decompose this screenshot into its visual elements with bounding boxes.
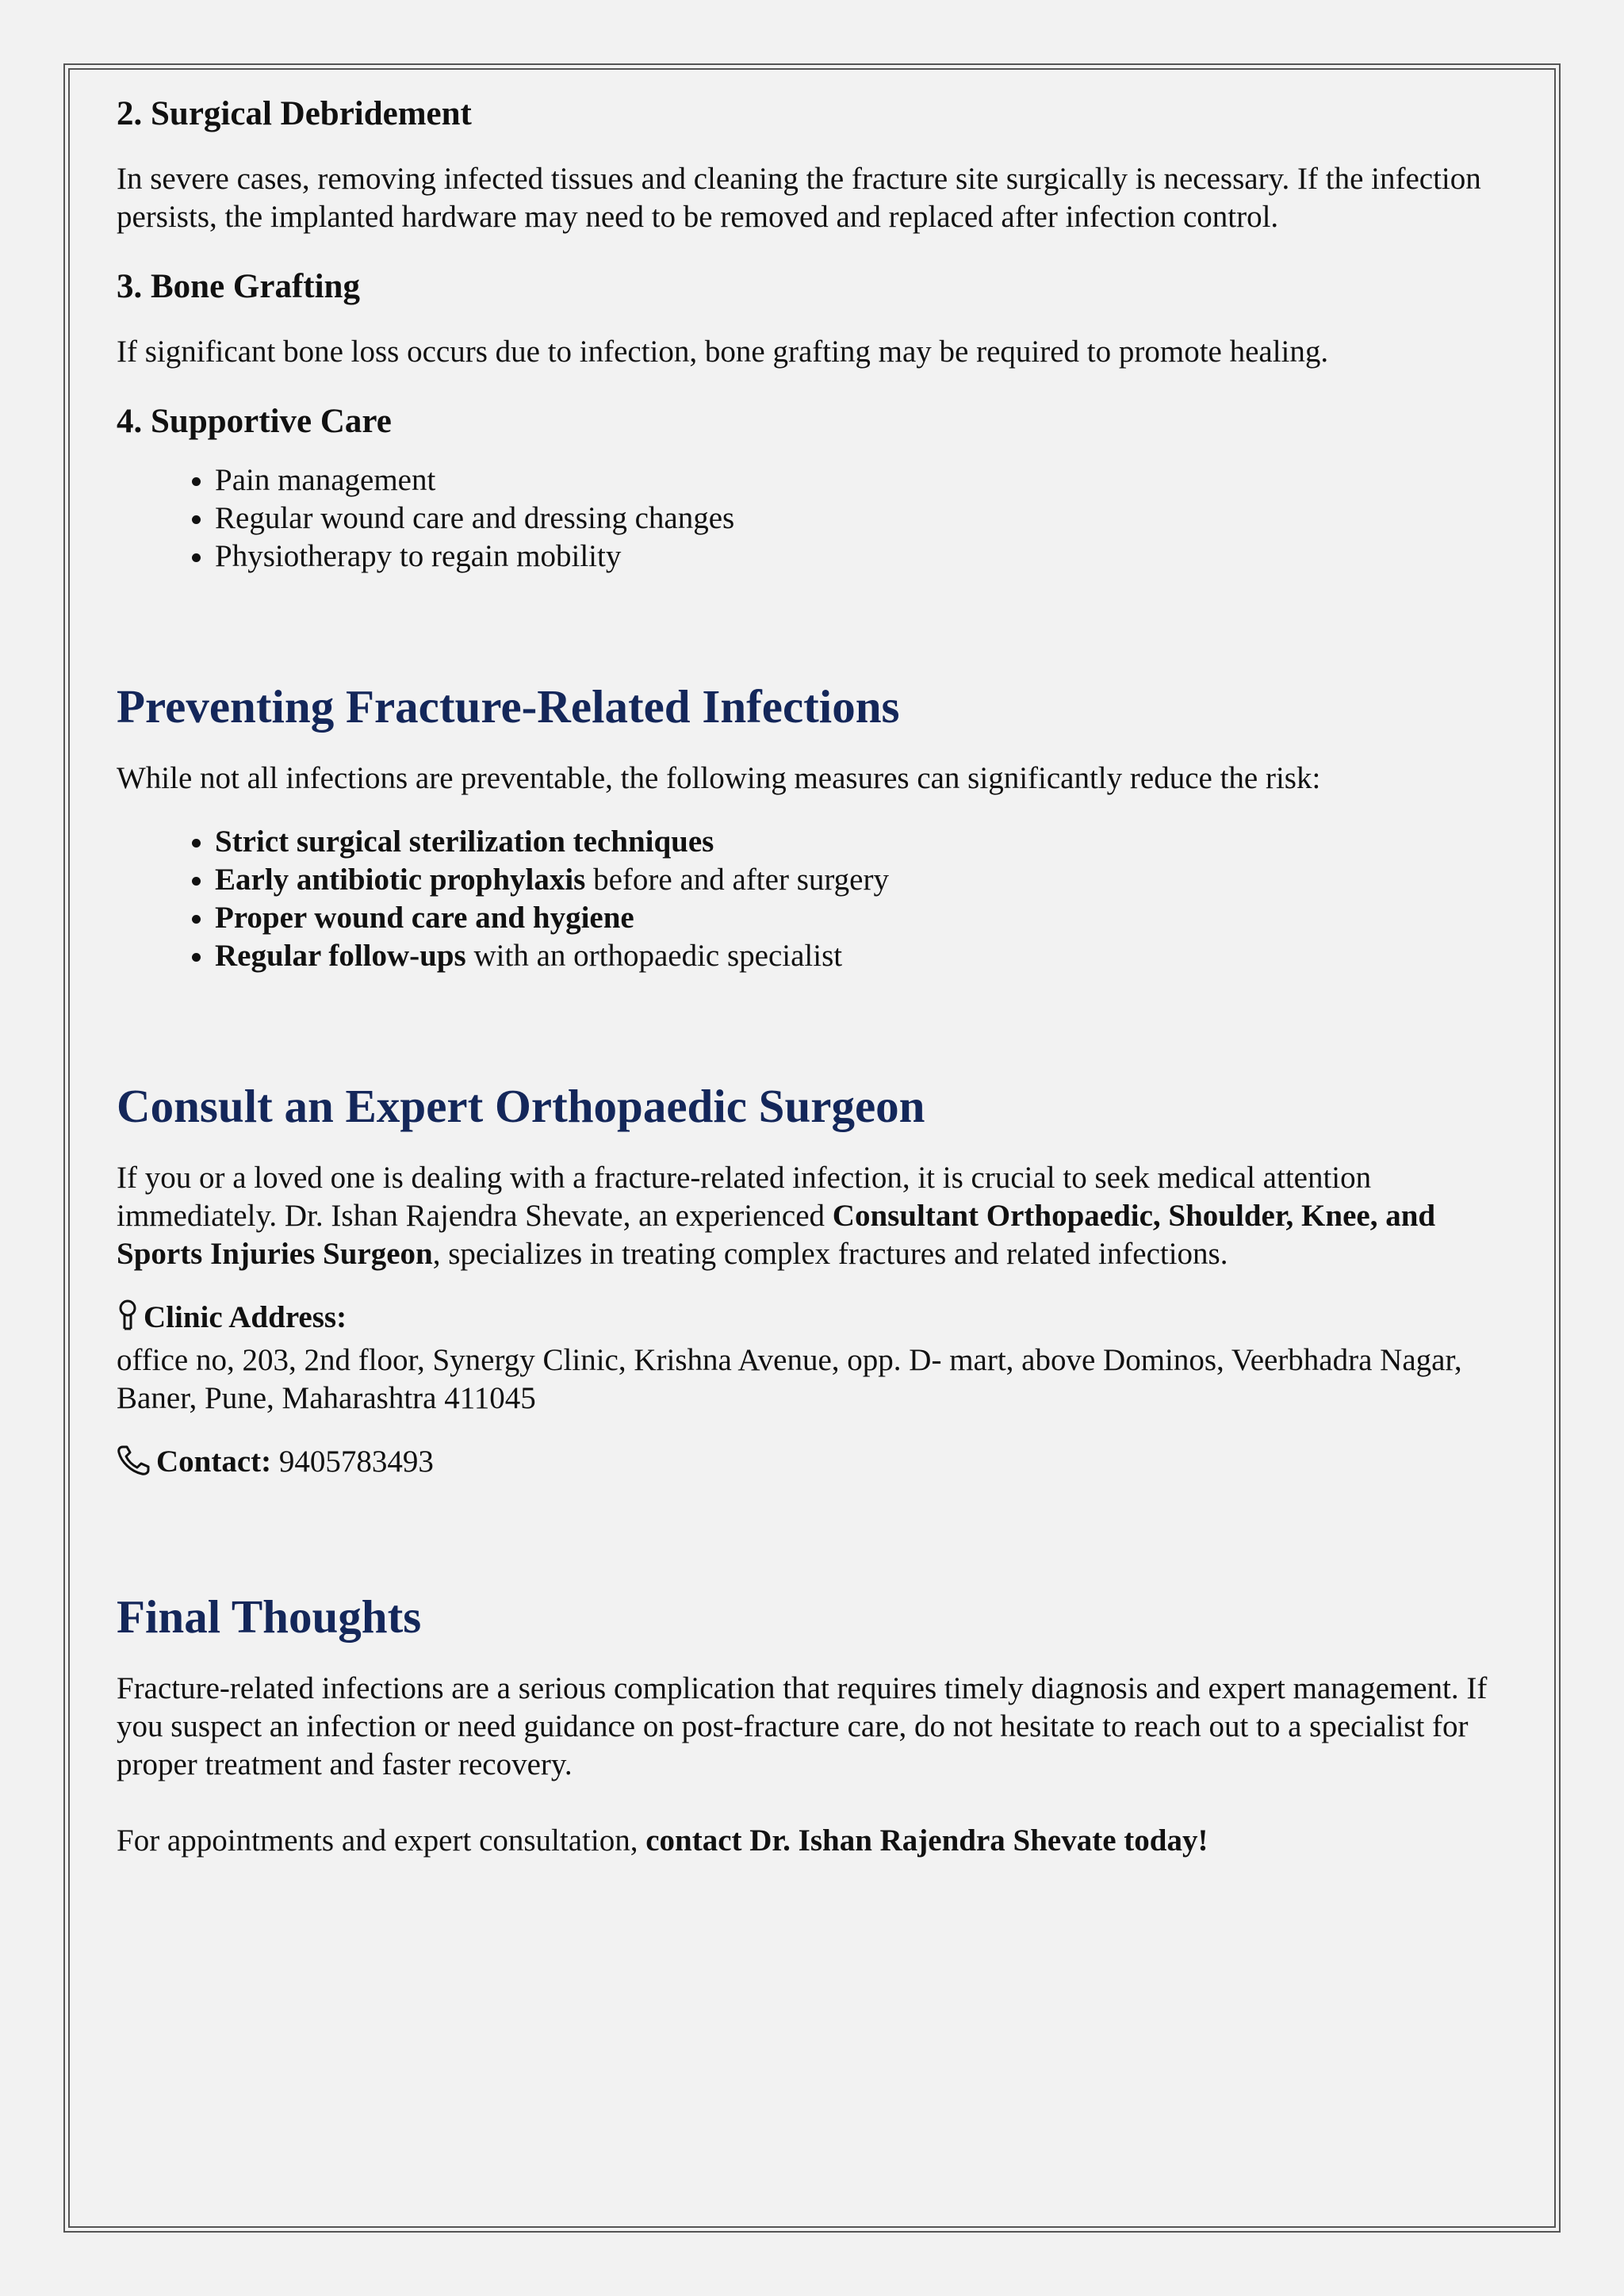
cta-text: For appointments and expert consultation, — [117, 1823, 646, 1858]
list-item-bold: Proper wound care and hygiene — [215, 901, 634, 935]
clinic-address-text: office no, 203, 2nd floor, Synergy Clinic, Krishna Avenue, opp. D- mart, above Dominos, Veerbhadra Nagar, Baner, Pune, Maharashtra 411045 — [117, 1343, 1462, 1415]
cta-bold-text: contact Dr. Ishan Rajendra Shevate today! — [645, 1823, 1208, 1858]
list-item-bold: Regular follow-ups — [215, 939, 466, 973]
list-item: • Regular wound care and dressing changes — [215, 499, 1512, 538]
list-item-text: before and after surgery — [585, 863, 889, 897]
clinic-address-label: Clinic Address: — [144, 1300, 347, 1334]
paragraph-consult — [117, 1159, 1512, 1273]
list-item: • Pain management — [215, 461, 1512, 499]
contact-number[interactable]: 9405783493 — [271, 1445, 434, 1479]
document-content — [117, 94, 1512, 1860]
heading-supportive-care: 4. Supportive Care — [117, 403, 392, 440]
consult-text-end: , specializes in treating complex fractures and related infections. — [432, 1237, 1228, 1271]
list-item-bold: Early antibiotic prophylaxis — [215, 863, 586, 897]
contact-block — [117, 1443, 1512, 1486]
paragraph-final-thoughts: Fracture-related infections are a serious complication that requires timely diagnosis and expert management. If you suspect an infection or need guidance on post-fracture care, do not hesitate to reach out to a specialist for proper treatment and faster recovery. — [117, 1671, 1488, 1781]
phone-icon — [117, 1445, 151, 1486]
supportive-care-list — [117, 461, 1512, 576]
clinic-address-block — [117, 1299, 1512, 1418]
pin-icon — [117, 1299, 139, 1341]
heading-surgical-debridement: 2. Surgical Debridement — [117, 95, 472, 132]
list-item: • Physiotherapy to regain mobility — [215, 538, 1512, 576]
list-item-bold: Strict surgical sterilization techniques — [215, 825, 714, 859]
contact-label: Contact: — [156, 1445, 272, 1479]
list-item — [215, 899, 1512, 937]
list-item-text: with an orthopaedic specialist — [465, 939, 843, 973]
consult-text-start: If you or a loved one is dealing with a fracture-related infection, it is crucial to seek medical attention immediately. Dr. Ishan Rajendra Shevate, an experienced — [117, 1161, 1372, 1233]
list-item — [215, 823, 1512, 861]
consult-text-bold: Consultant Orthopaedic, Shoulder, Knee, and Sports Injuries Surgeon — [117, 1199, 1436, 1271]
paragraph-prevention-intro: While not all infections are preventable, the following measures can significantly reduce the risk: — [117, 761, 1321, 795]
heading-consult-surgeon: Consult an Expert Orthopaedic Surgeon — [117, 1080, 925, 1132]
paragraph-bone-grafting: If significant bone loss occurs due to infection, bone grafting may be required to promote healing. — [117, 335, 1329, 369]
heading-bone-grafting: 3. Bone Grafting — [117, 268, 360, 305]
heading-final-thoughts: Final Thoughts — [117, 1590, 422, 1643]
prevention-list — [117, 823, 1512, 975]
list-item — [215, 937, 1512, 975]
heading-preventing-infections: Preventing Fracture-Related Infections — [117, 680, 900, 733]
paragraph-cta — [117, 1822, 1512, 1860]
list-item — [215, 861, 1512, 899]
paragraph-surgical-debridement: In severe cases, removing infected tissues and cleaning the fracture site surgically is necessary. If the infection persists, the implanted hardware may need to be removed and replaced after infection control. — [117, 162, 1481, 234]
